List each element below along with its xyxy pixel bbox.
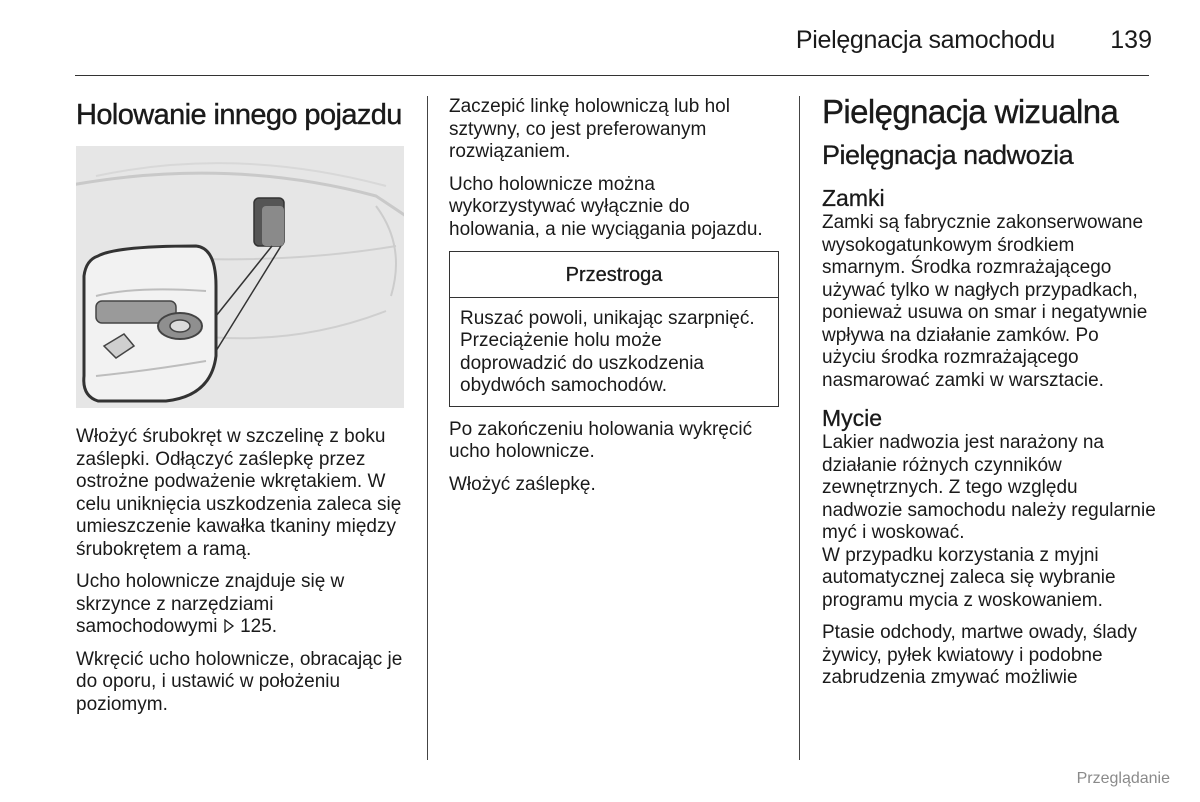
page-number: 139 xyxy=(1110,26,1152,54)
warning-title: Przestroga xyxy=(450,252,778,298)
heading-locks: Zamki xyxy=(822,185,885,211)
paragraph-tow-eye-usage: Ucho holownicze można wykorzystywać wyłącznie do holowania, a nie wyciągania pojazdu. xyxy=(449,173,763,240)
tow-eye-location-text: Ucho holownicze znajduje się w skrzynce z narzędziami samochodowymi xyxy=(76,571,345,637)
paragraph-screw-in-tow-eye: Wkręcić ucho holownicze, obracając je do oporu, i ustawić w położeniu poziomym. xyxy=(76,648,403,715)
bumper-tow-eye-illustration xyxy=(76,146,404,408)
column-divider-1 xyxy=(427,96,428,760)
column-divider-2 xyxy=(799,96,800,760)
paragraph-locks: Zamki są fabrycznie zakonserwowane wysokogatunkowym środkiem smarnym. Środka rozmrażającego używać tylko w nagłych przypadkach, ponieważ usuwa on smar i negatywnie wpływa na działanie zamków. Po użyciu środka rozmrażającego nasmarować zamki w warsztacie. xyxy=(822,212,1148,391)
heading-towing-other-vehicle: Holowanie innego pojazdu xyxy=(76,99,402,131)
page-reference[interactable]: 125. xyxy=(240,616,278,637)
page-reference-arrow-icon xyxy=(223,619,235,633)
heading-visual-care: Pielęgnacja wizualna xyxy=(822,93,1119,130)
paragraph-insert-screwdriver: Włożyć śrubokręt w szczelinę z boku zaślepki. Odłączyć zaślepkę przez ostrożne podważenie wkrętakiem. W celu uniknięcia uszkodzenia zaleca się umieszczenie kawałka tkaniny między śrubokrętem a ramą. xyxy=(76,426,402,560)
paragraph-washing-2: W przypadku korzystania z myjni automatycznej zaleca się wybranie programu mycia z woskowaniem. xyxy=(822,544,1116,611)
paragraph-after-towing: Po zakończeniu holowania wykręcić ucho holownicze. xyxy=(449,418,753,462)
header-divider xyxy=(75,75,1149,76)
paragraph-washing-1: Lakier nadwozia jest narażony na działanie różnych czynników zewnętrznych. Z tego względu nadwozie samochodu należy regularnie myć i woskować. xyxy=(822,432,1156,543)
paragraph-insert-cover: Włożyć zaślepkę. xyxy=(449,473,596,495)
paragraph-washing-3: Ptasie odchody, martwe owady, ślady żywicy, pyłek kwiatowy i podobne zabrudzenia zmywać możliwie xyxy=(822,622,1138,688)
column-left xyxy=(76,88,408,726)
column-right xyxy=(822,88,1157,700)
bumper-illustration-svg xyxy=(76,146,404,408)
warning-body: Ruszać powoli, unikając szarpnięć. Przeciążenie holu może doprowadzić do uszkodzenia obydwóch samochodów. xyxy=(460,307,755,396)
warning-box xyxy=(449,251,779,407)
column-middle xyxy=(449,96,779,506)
heading-body-care: Pielęgnacja nadwozia xyxy=(822,140,1074,170)
paragraph-tow-eye-location xyxy=(76,571,408,639)
heading-washing: Mycie xyxy=(822,405,883,431)
footer-watermark: Przeglądanie xyxy=(1076,770,1170,787)
paragraph-attach-tow-rope: Zaczepić linkę holowniczą lub hol sztywny, co jest preferowanym rozwiązaniem. xyxy=(449,96,730,162)
section-title: Pielęgnacja samochodu xyxy=(795,26,1055,54)
